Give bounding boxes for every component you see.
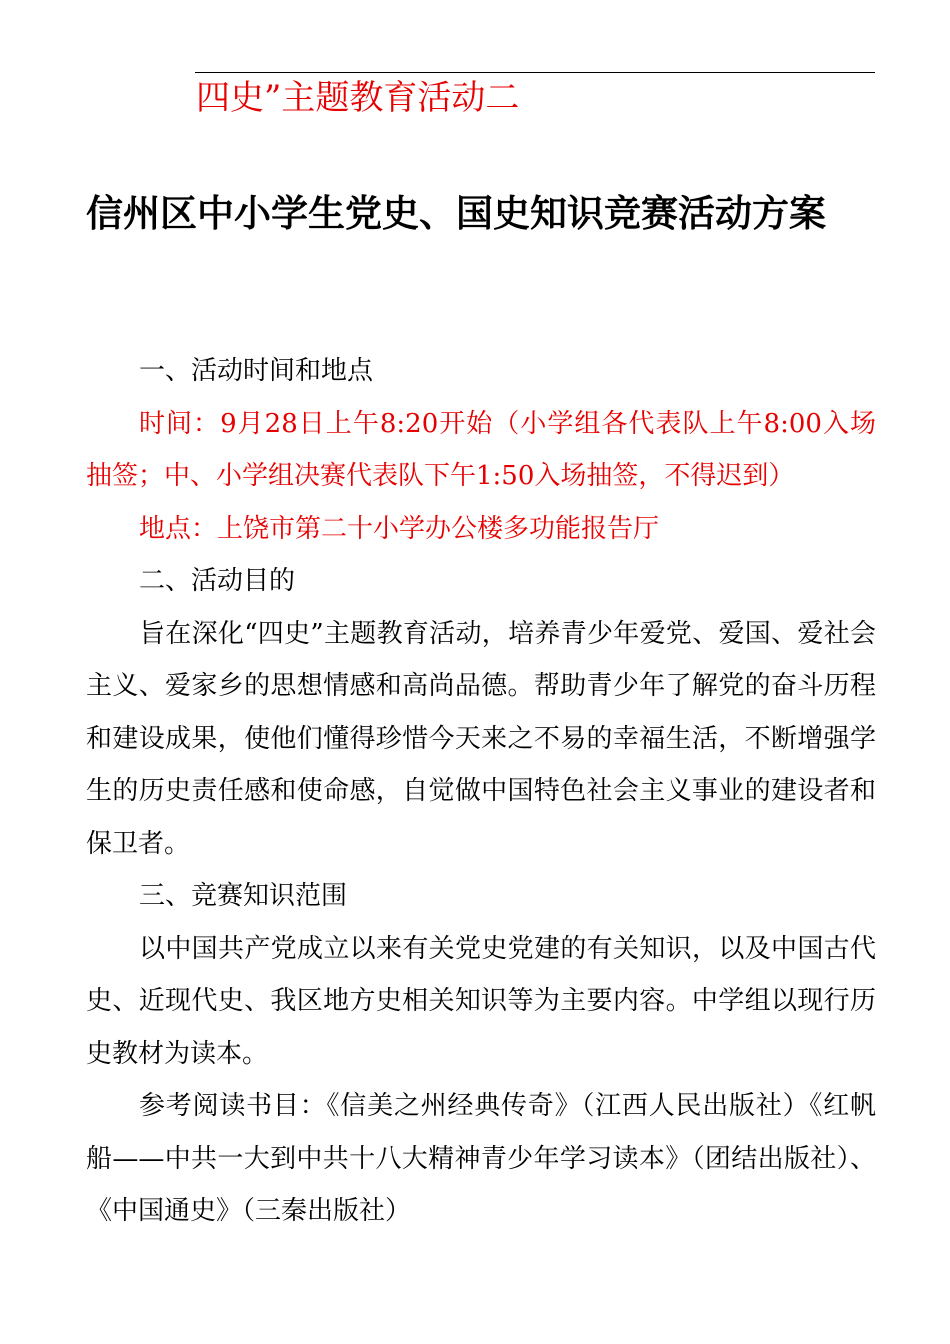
section-2-body: 旨在深化“四史”主题教育活动，培养青少年爱党、爱国、爱社会主义、爱家乡的思想情感和高尚品德。帮助青少年了解党的奋斗历程和建设成果，使他们懂得珍惜今天来之不易的幸福生活，不断增强学生的历史责任感和使命感，自觉做中国特色社会主义事业的建设者和保卫者。 bbox=[86, 618, 876, 859]
document-title: 信州区中小学生党史、国史知识竞赛活动方案 bbox=[86, 192, 826, 235]
activity-place: 地点：上饶市第二十小学办公楼多功能报告厅 bbox=[139, 513, 660, 544]
activity-time: 时间：9月28日上午8:20开始（小学组各代表队上午8:00入场抽签；中、小学组决赛代表队下午1:50入场抽签，不得迟到） bbox=[86, 408, 876, 491]
section-3-body: 以中国共产党成立以来有关党史党建的有关知识，以及中国古代史、近现代史、我区地方史相关知识等为主要内容。中学组以现行历史教材为读本。 bbox=[86, 933, 876, 1069]
header-rule bbox=[195, 72, 875, 73]
document-body bbox=[86, 345, 876, 1238]
header-title: 四史”主题教育活动二 bbox=[196, 78, 520, 118]
section-3-heading: 三、竞赛知识范围 bbox=[139, 881, 348, 911]
reference-reading: 参考阅读书目：《信美之州经典传奇》（江西人民出版社）《红帆船——中共一大到中共十八大精神青少年学习读本》（团结出版社）、《中国通史》（三秦出版社） bbox=[86, 1091, 876, 1226]
section-2-heading: 二、活动目的 bbox=[139, 566, 296, 596]
section-1-heading: 一、活动时间和地点 bbox=[139, 356, 374, 386]
